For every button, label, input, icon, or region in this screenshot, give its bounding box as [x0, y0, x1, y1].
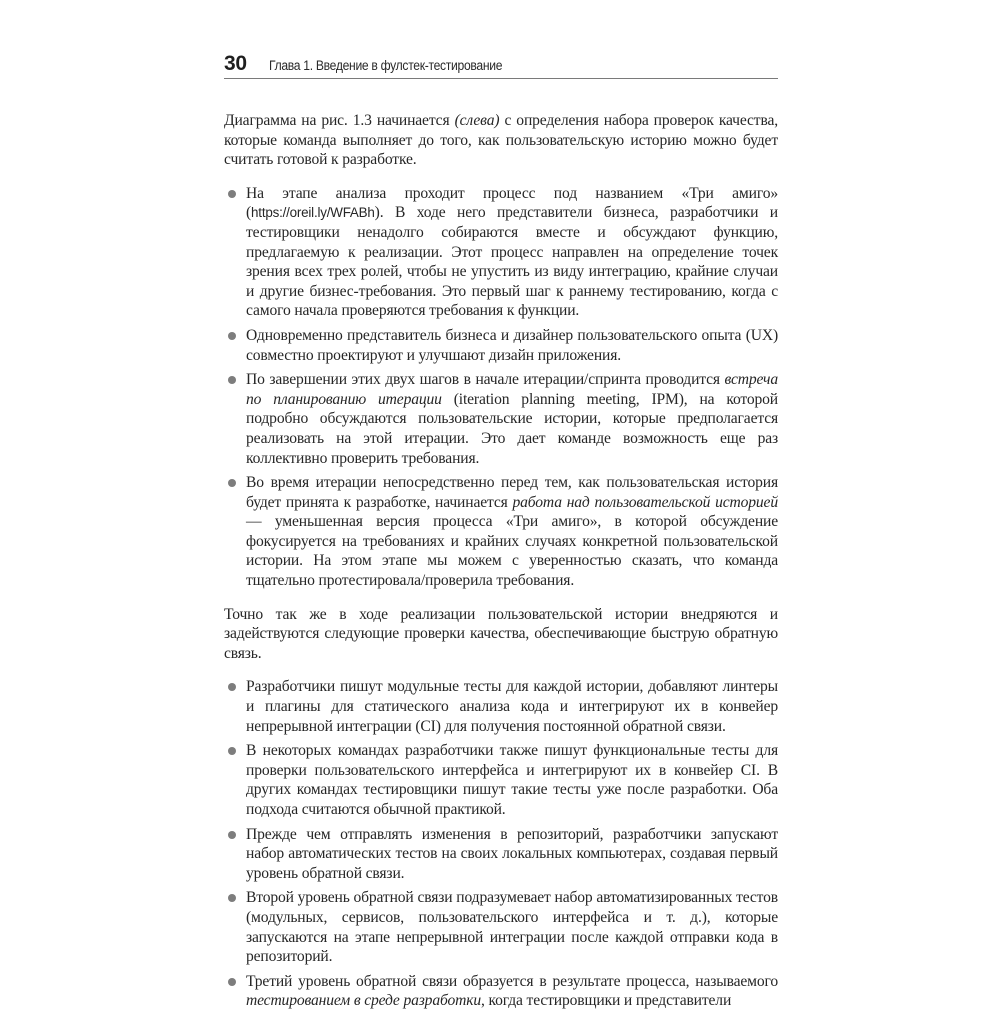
list-item [224, 825, 778, 884]
item-text: , когда тестировщики и представители [481, 992, 732, 1010]
bullet-icon [228, 747, 236, 755]
intro-paragraph [224, 111, 778, 170]
item-text: — уменьшенная версия процесса «Три амиго», в которой обсуждение фокусируется на требованиях и крайних случаях конкретной пользовательской истории. На этом этапе мы можем с уверенностью сказать, что команда тщательно протестировала/проверила требования. [246, 513, 778, 590]
item-text: Одновременно представитель бизнеса и дизайнер пользовательского опыта (UX) совместно проектируют и улучшают дизайн приложения. [246, 326, 778, 364]
list-item [224, 370, 778, 468]
item-emphasis: встреча по планированию итерации [246, 371, 778, 408]
list-item [224, 741, 778, 819]
list-item [224, 972, 778, 1011]
item-emphasis: тестированием в среде разработки [246, 992, 481, 1010]
item-text: (iteration planning meeting, IPM), на которой подробно обсуждаются пользовательские истории, которые предполагается реализовать на этой итерации. Это дает команде возможность еще раз коллективно проверить требования. [246, 390, 779, 467]
three-amigos-link[interactable]: https://oreil.ly/WFABh [251, 205, 375, 221]
list-item [224, 888, 778, 966]
running-header [224, 52, 778, 79]
bullet-icon [228, 479, 236, 487]
list-item [224, 326, 778, 365]
item-text: Второй уровень обратной связи подразумевает набор автоматизированных тестов (модульных, сервисов, пользовательского интерфейса и т. д.), которые запускаются на этапе непрерывной интеграции после каждой отправки кода в репозиторий. [246, 889, 778, 966]
item-text: Во время итерации непосредственно перед тем, как пользовательская история будет принята к разработке, начинается [246, 474, 778, 511]
item-text: По завершении этих двух шагов в начале итерации/спринта проводится [246, 371, 725, 389]
page-number: 30 [224, 52, 247, 75]
list-item [224, 473, 778, 591]
bullet-icon [228, 831, 236, 839]
bullet-icon [228, 894, 236, 902]
pre-development-checks-list [224, 184, 778, 591]
bullet-icon [228, 978, 236, 986]
middle-paragraph: Точно так же в ходе реализации пользовательской истории внедряются и задействуются следующие проверки качества, обеспечивающие быструю обратную связь. [224, 605, 778, 662]
bullet-icon [228, 190, 236, 198]
list-item [224, 677, 778, 736]
item-text: Разработчики пишут модульные тесты для каждой истории, добавляют линтеры и плагины для статического анализа кода и интегрируют их в конвейер непрерывной интеграции (CI) для получения постоянной обратной связи. [246, 678, 778, 735]
intro-text-2: с определения набора проверок качества, которые команда выполняет до того, как пользовательскую историю можно будет считать готовой к разработке. [224, 112, 778, 169]
page-body [224, 111, 778, 1011]
list-item [224, 184, 778, 321]
bullet-icon [228, 332, 236, 340]
item-text: ). В ходе него представители бизнеса, разработчики и тестировщики ненадолго собираются вместе и обсуждают функцию, предлагаемую к реализации. Этот процесс направлен на определение точек зрения всех трех ролей, чтобы не упустить из виду интеграцию, крайние случаи и другие бизнес-требования. Это первый шаг к раннему тестированию, когда с самого начала проверяются требования к функции. [246, 204, 778, 320]
bullet-icon [228, 376, 236, 384]
development-checks-list [224, 677, 778, 1011]
item-text: Прежде чем отправлять изменения в репозиторий, разработчики запускают набор автоматических тестов на своих локальных компьютерах, создавая первый уровень обратной связи. [246, 825, 778, 882]
item-text: На этапе анализа проходит процесс под названием «Три амиго» ( [246, 184, 778, 222]
intro-emphasis: (слева) [454, 112, 500, 129]
item-emphasis: работа над пользовательской историей [512, 493, 778, 511]
item-text: Третий уровень обратной связи образуется в результате процесса, называемого [246, 972, 778, 990]
chapter-title: Глава 1. Введение в фулстек-тестирование [268, 58, 502, 73]
bullet-icon [228, 683, 236, 691]
intro-text-1: Диаграмма на рис. 1.3 начинается [224, 112, 455, 129]
item-text: В некоторых командах разработчики также пишут функциональные тесты для проверки пользовательского интерфейса и интегрируют их в конвейер CI. В других командах тестировщики пишут такие тесты уже после разработки. Оба подхода считаются обычной практикой. [246, 742, 778, 818]
